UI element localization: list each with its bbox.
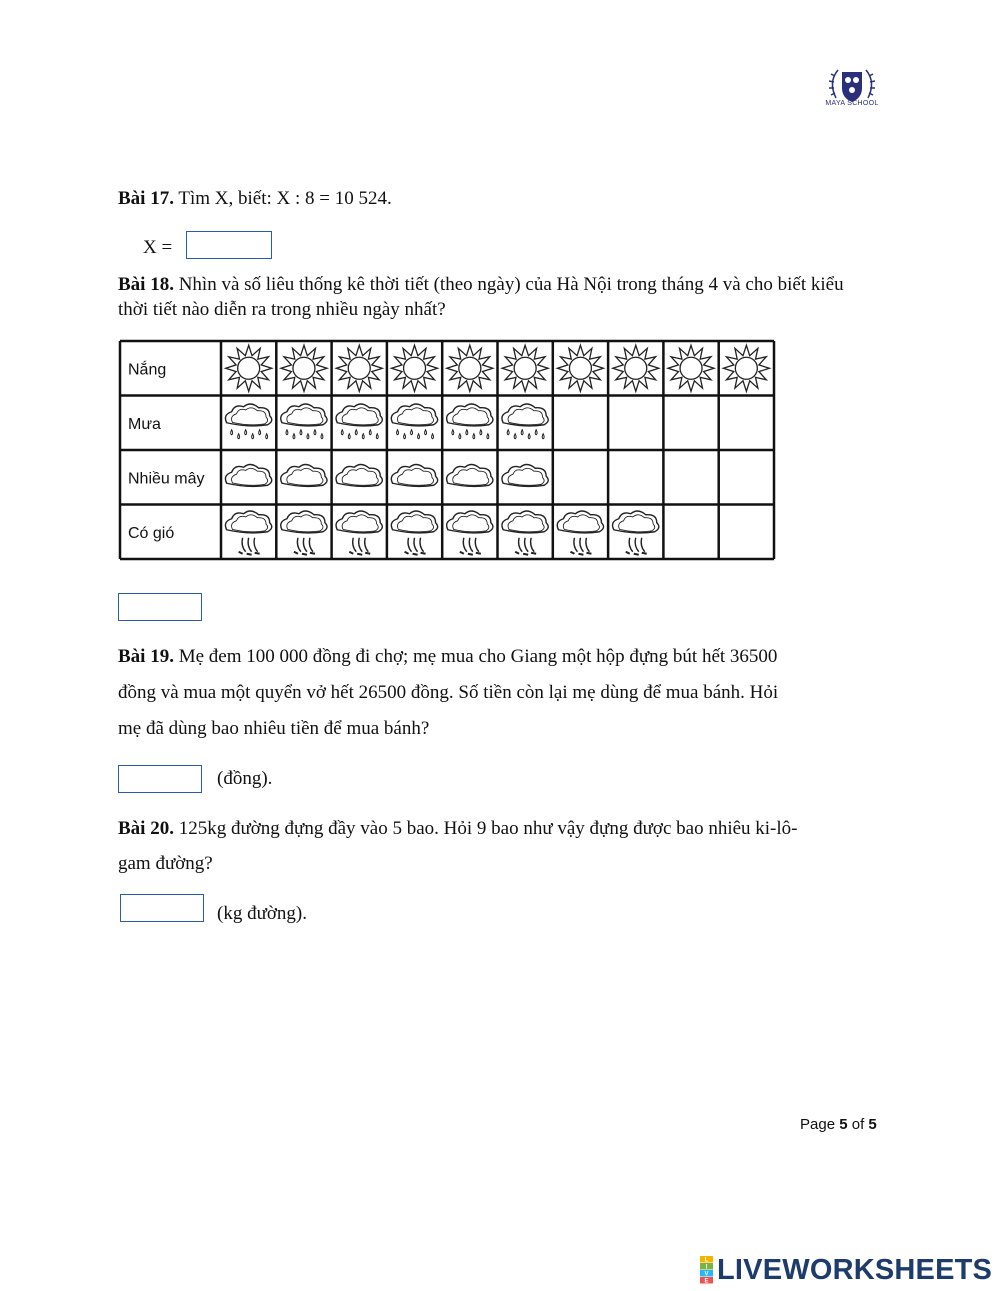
brand-letter: E bbox=[704, 1278, 709, 1285]
rain-cloud-icon bbox=[391, 404, 437, 439]
sun-icon bbox=[281, 345, 327, 391]
page-number bbox=[800, 1116, 877, 1133]
wind-cloud-icon bbox=[557, 511, 603, 555]
page-total: 5 bbox=[868, 1116, 877, 1133]
wind-cloud-icon bbox=[336, 511, 382, 555]
bai19-text-line1: Mẹ đem 100 000 đồng đi chợ; mẹ mua cho Giang một hộp đựng bút hết 36500 bbox=[173, 646, 778, 667]
sun-icon bbox=[502, 345, 548, 391]
rain-cloud-icon bbox=[447, 404, 493, 439]
bai19-question-line2: đồng và mua một quyển vở hết 26500 đồng. Số tiền còn lại mẹ dùng để mua bánh. Hỏi bbox=[118, 682, 779, 703]
rain-cloud-icon bbox=[225, 404, 271, 439]
bai18-text-line1: Nhìn và số liêu thống kê thời tiết (theo ngày) của Hà Nội trong tháng 4 và cho biết kiểu bbox=[173, 274, 844, 295]
wind-cloud-icon bbox=[502, 511, 548, 555]
cloud-icon bbox=[336, 464, 382, 486]
brand-live-icon bbox=[697, 1255, 717, 1285]
cloud-icon bbox=[225, 464, 271, 486]
wind-cloud-icon bbox=[613, 511, 659, 555]
bai20-question-line2: gam đường? bbox=[118, 853, 213, 874]
bai20-answer-input[interactable] bbox=[120, 894, 204, 922]
bai17-label: Bài 17. bbox=[118, 188, 174, 209]
wind-cloud-icon bbox=[225, 511, 271, 555]
sun-icon bbox=[557, 345, 603, 391]
cloud-icon bbox=[281, 464, 327, 486]
bai19-unit: (đồng). bbox=[217, 768, 273, 789]
bai20-label: Bài 20. bbox=[118, 818, 174, 839]
sun-icon bbox=[447, 345, 493, 391]
rain-cloud-icon bbox=[502, 404, 548, 439]
bai20-unit: (kg đường). bbox=[217, 903, 307, 924]
brand-letter: V bbox=[704, 1271, 709, 1278]
wind-cloud-icon bbox=[391, 511, 437, 555]
bai17-question bbox=[118, 187, 392, 211]
rain-cloud-icon bbox=[336, 404, 382, 439]
bai19-question-line1 bbox=[118, 645, 777, 669]
wind-cloud-icon bbox=[281, 511, 327, 555]
brand-text: LIVEWORKSHEETS bbox=[717, 1253, 993, 1286]
bai17-answer-input[interactable] bbox=[186, 231, 272, 259]
page-word: Page bbox=[800, 1116, 836, 1133]
brand-letter: I bbox=[705, 1264, 708, 1271]
bai17-x-label: X = bbox=[143, 237, 173, 258]
sun-icon bbox=[613, 345, 659, 391]
weather-table bbox=[118, 339, 776, 563]
liveworksheets-brand bbox=[697, 1252, 992, 1288]
page-current: 5 bbox=[839, 1116, 848, 1133]
weather-row-label: Có gió bbox=[128, 524, 175, 542]
sun-icon bbox=[668, 345, 714, 391]
bai18-label: Bài 18. bbox=[118, 274, 174, 295]
sun-icon bbox=[723, 345, 769, 391]
weather-row-label: Nhiều mây bbox=[128, 470, 205, 488]
school-logo-text: MAYA SCHOOL bbox=[825, 100, 879, 107]
sun-icon bbox=[336, 345, 382, 391]
cloud-icon bbox=[447, 464, 493, 486]
bai18-answer-input[interactable] bbox=[118, 593, 202, 621]
wind-cloud-icon bbox=[447, 511, 493, 555]
bai19-label: Bài 19. bbox=[118, 646, 174, 667]
bai20-question-line1 bbox=[118, 817, 798, 841]
bai18-question-line1 bbox=[118, 273, 844, 297]
brand-letter: L bbox=[704, 1257, 709, 1264]
sun-icon bbox=[226, 345, 272, 391]
bai17-text: Tìm X, biết: X : 8 = 10 524. bbox=[173, 188, 392, 209]
sun-icon bbox=[392, 345, 438, 391]
bai18-question-line2: thời tiết nào diễn ra trong nhiều ngày nhất? bbox=[118, 299, 446, 320]
weather-row-label: Mưa bbox=[128, 415, 161, 433]
cloud-icon bbox=[502, 464, 548, 486]
weather-row-label: Nắng bbox=[128, 361, 167, 379]
bai20-text-line1: 125kg đường đựng đầy vào 5 bao. Hỏi 9 bao như vậy đựng được bao nhiêu ki-lô- bbox=[173, 818, 798, 839]
cloud-icon bbox=[391, 464, 437, 486]
bai19-question-line3: mẹ đã dùng bao nhiêu tiền để mua bánh? bbox=[118, 718, 430, 739]
rain-cloud-icon bbox=[281, 404, 327, 439]
bai19-answer-input[interactable] bbox=[118, 765, 202, 793]
page-of-word: of bbox=[851, 1116, 865, 1133]
